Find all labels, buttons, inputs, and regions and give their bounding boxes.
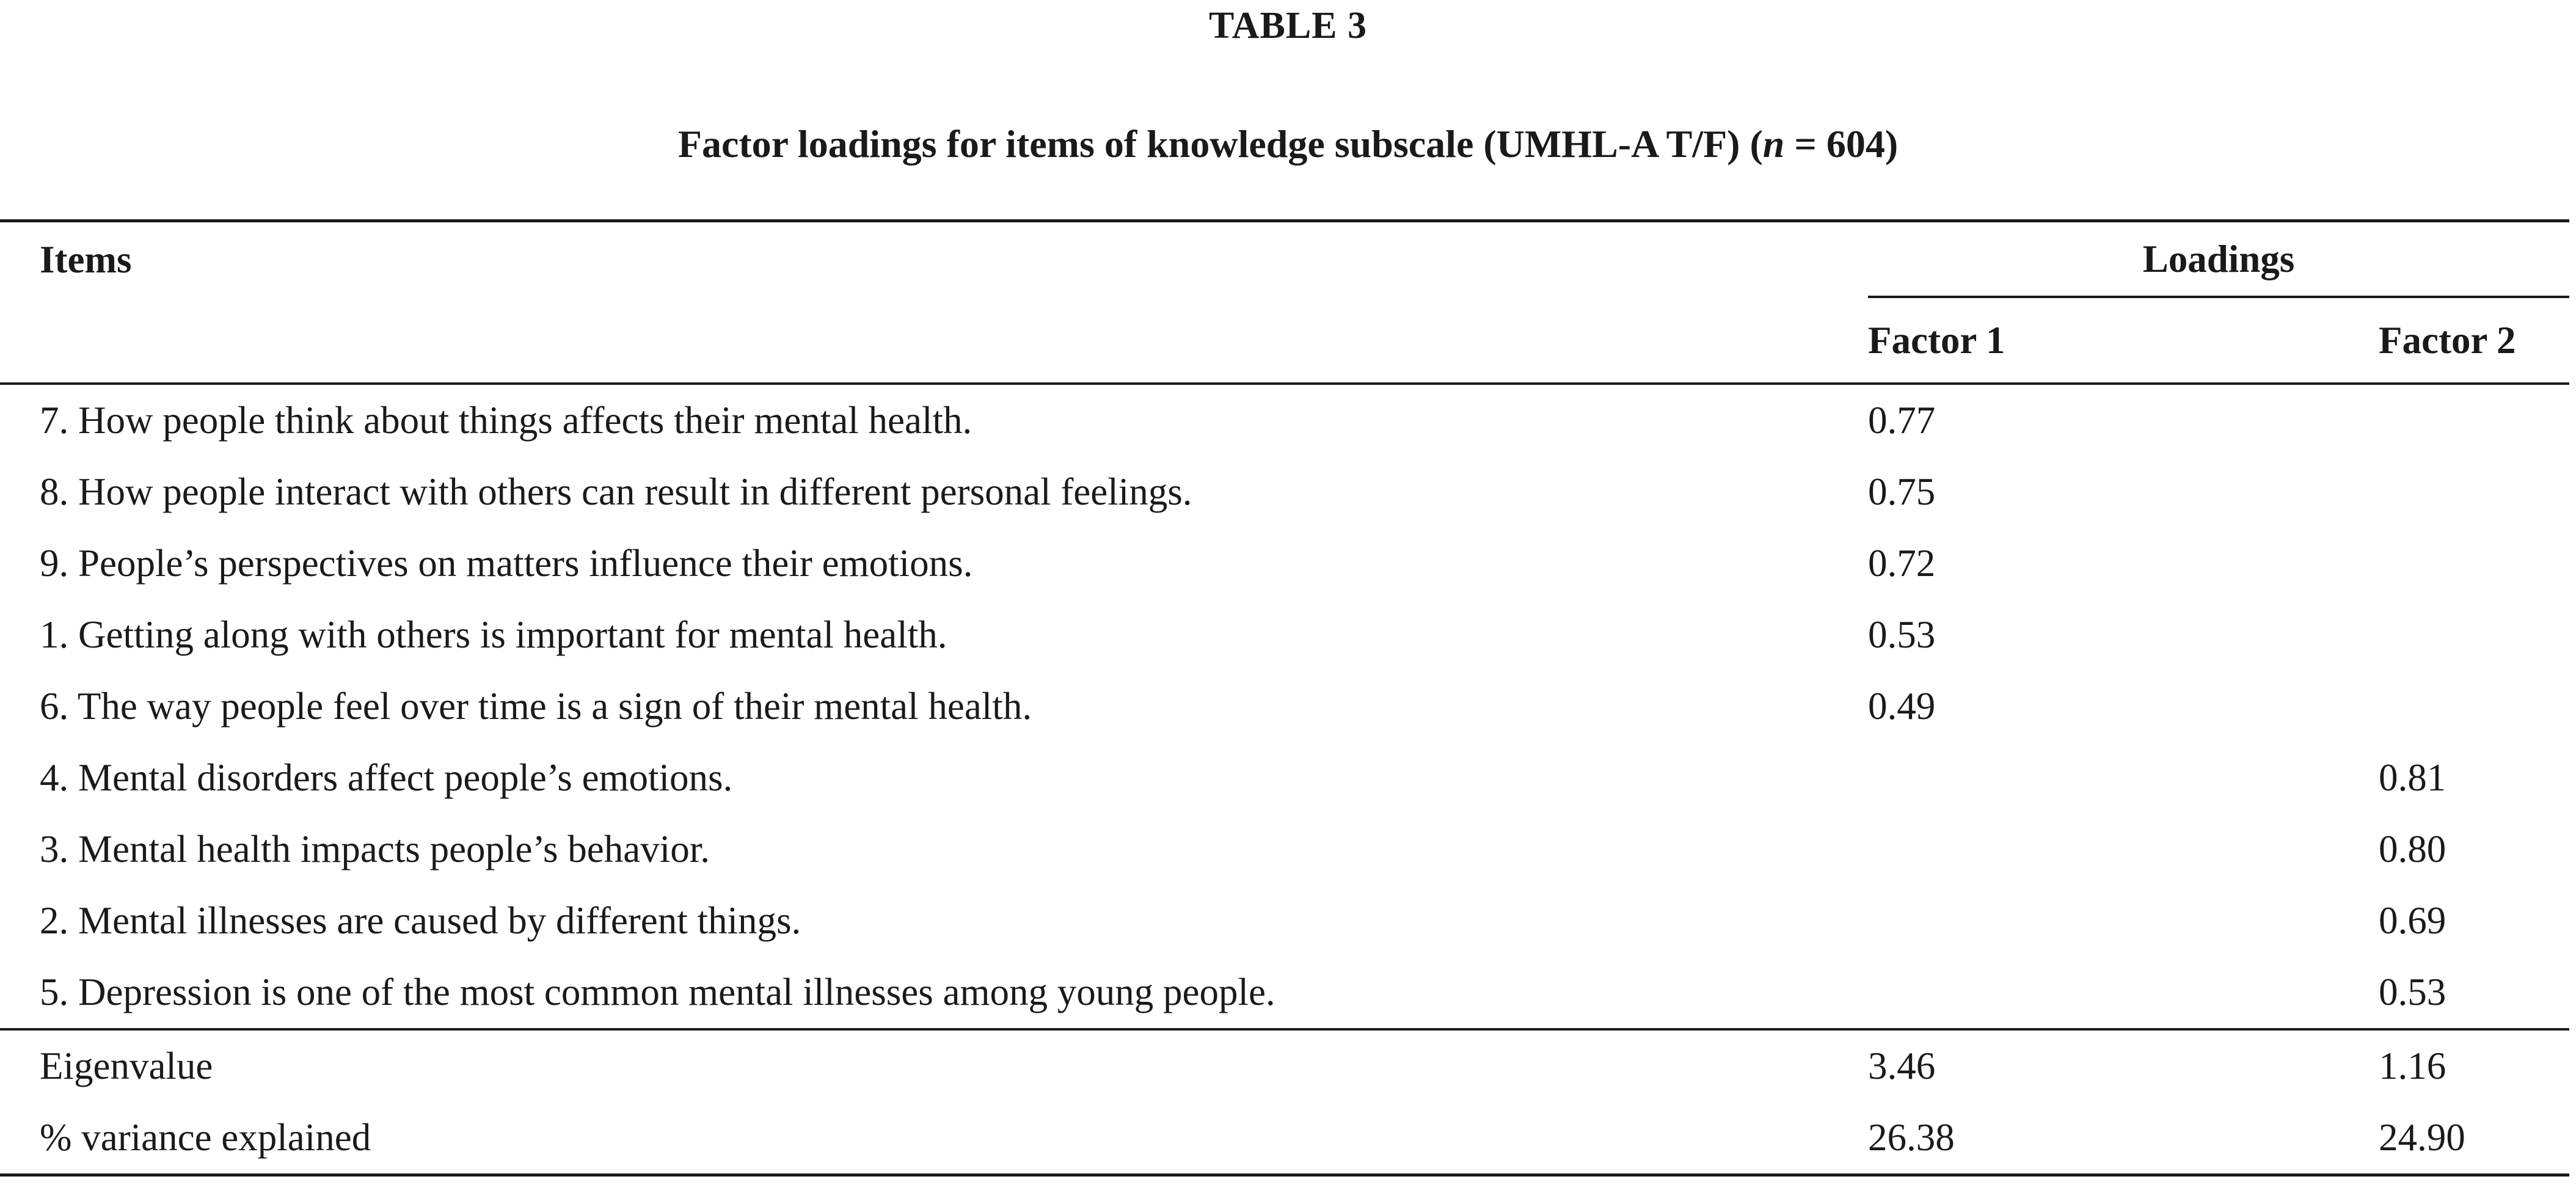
item-cell: 7. How people think about things affects their mental health. bbox=[40, 399, 972, 442]
table-row bbox=[0, 671, 2569, 742]
table-caption bbox=[0, 120, 2576, 169]
factor-loadings-table bbox=[0, 219, 2569, 1177]
table-row bbox=[0, 957, 2569, 1029]
item-cell: 2. Mental illnesses are caused by different things. bbox=[40, 899, 801, 942]
factor2-cell bbox=[2379, 671, 2569, 742]
item-cell: 9. People’s perspectives on matters influence their emotions. bbox=[40, 542, 973, 585]
factor2-cell bbox=[2379, 599, 2569, 671]
factor1-cell: 26.38 bbox=[1868, 1102, 2379, 1175]
factor2-cell: 0.53 bbox=[2379, 957, 2569, 1029]
factor1-cell bbox=[1868, 957, 2379, 1029]
header-row-bottom bbox=[0, 297, 2569, 384]
factor2-cell: 0.69 bbox=[2379, 899, 2446, 942]
table-row bbox=[0, 742, 2569, 814]
header-row-top bbox=[0, 221, 2569, 297]
item-cell: 3. Mental health impacts people’s behavior. bbox=[40, 828, 710, 870]
caption-text-after: = 604) bbox=[1784, 122, 1899, 166]
table-row bbox=[0, 456, 2569, 528]
factor1-cell bbox=[1868, 885, 2379, 957]
factor1-cell: 0.49 bbox=[1868, 685, 1936, 728]
table-label: TABLE 3 bbox=[1208, 5, 1368, 46]
eigenvalue-row bbox=[0, 1029, 2569, 1102]
item-cell: 5. Depression is one of the most common mental illnesses among young people. bbox=[0, 957, 1868, 1029]
factor1-cell: 3.46 bbox=[1868, 1045, 1936, 1087]
factor1-cell: 0.77 bbox=[1868, 399, 1936, 442]
item-cell: 4. Mental disorders affect people’s emotions. bbox=[40, 756, 733, 799]
factor2-cell bbox=[2379, 528, 2569, 599]
item-cell: 8. How people interact with others can result in different personal feelings. bbox=[40, 470, 1192, 513]
factor1-cell bbox=[1868, 742, 2379, 814]
loadings-header: Loadings bbox=[1868, 221, 2569, 297]
factor2-header: Factor 2 bbox=[2379, 297, 2569, 384]
table-row bbox=[0, 814, 2569, 885]
item-cell: 6. The way people feel over time is a sign of their mental health. bbox=[40, 685, 1032, 728]
factor2-cell: 24.90 bbox=[2379, 1102, 2569, 1175]
summary-label-cell: Eigenvalue bbox=[40, 1045, 213, 1087]
items-header-spacer bbox=[0, 297, 1868, 384]
factor1-cell: 0.72 bbox=[1868, 542, 1936, 585]
factor2-cell bbox=[2379, 384, 2569, 456]
variance-explained-row bbox=[0, 1102, 2569, 1175]
factor2-cell: 1.16 bbox=[2379, 1045, 2446, 1087]
caption-text-before: Factor loadings for items of knowledge subscale (UMHL-A T/F) ( bbox=[677, 122, 1763, 166]
item-cell: 1. Getting along with others is important for mental health. bbox=[40, 613, 947, 656]
table-row bbox=[0, 384, 2569, 456]
factor1-cell: 0.75 bbox=[1868, 470, 1936, 513]
table-row bbox=[0, 599, 2569, 671]
summary-label-cell: % variance explained bbox=[0, 1102, 1868, 1175]
factor1-cell bbox=[1868, 814, 2379, 885]
factor2-cell: 0.81 bbox=[2379, 756, 2446, 799]
factor2-cell: 0.80 bbox=[2379, 828, 2446, 870]
items-header: Items bbox=[0, 221, 1868, 297]
factor1-header: Factor 1 bbox=[1868, 297, 2379, 384]
factor2-cell bbox=[2379, 456, 2569, 528]
factor1-cell: 0.53 bbox=[1868, 613, 1936, 656]
caption-n-symbol: n bbox=[1762, 122, 1785, 166]
table-row bbox=[0, 885, 2569, 957]
table-row bbox=[0, 528, 2569, 599]
